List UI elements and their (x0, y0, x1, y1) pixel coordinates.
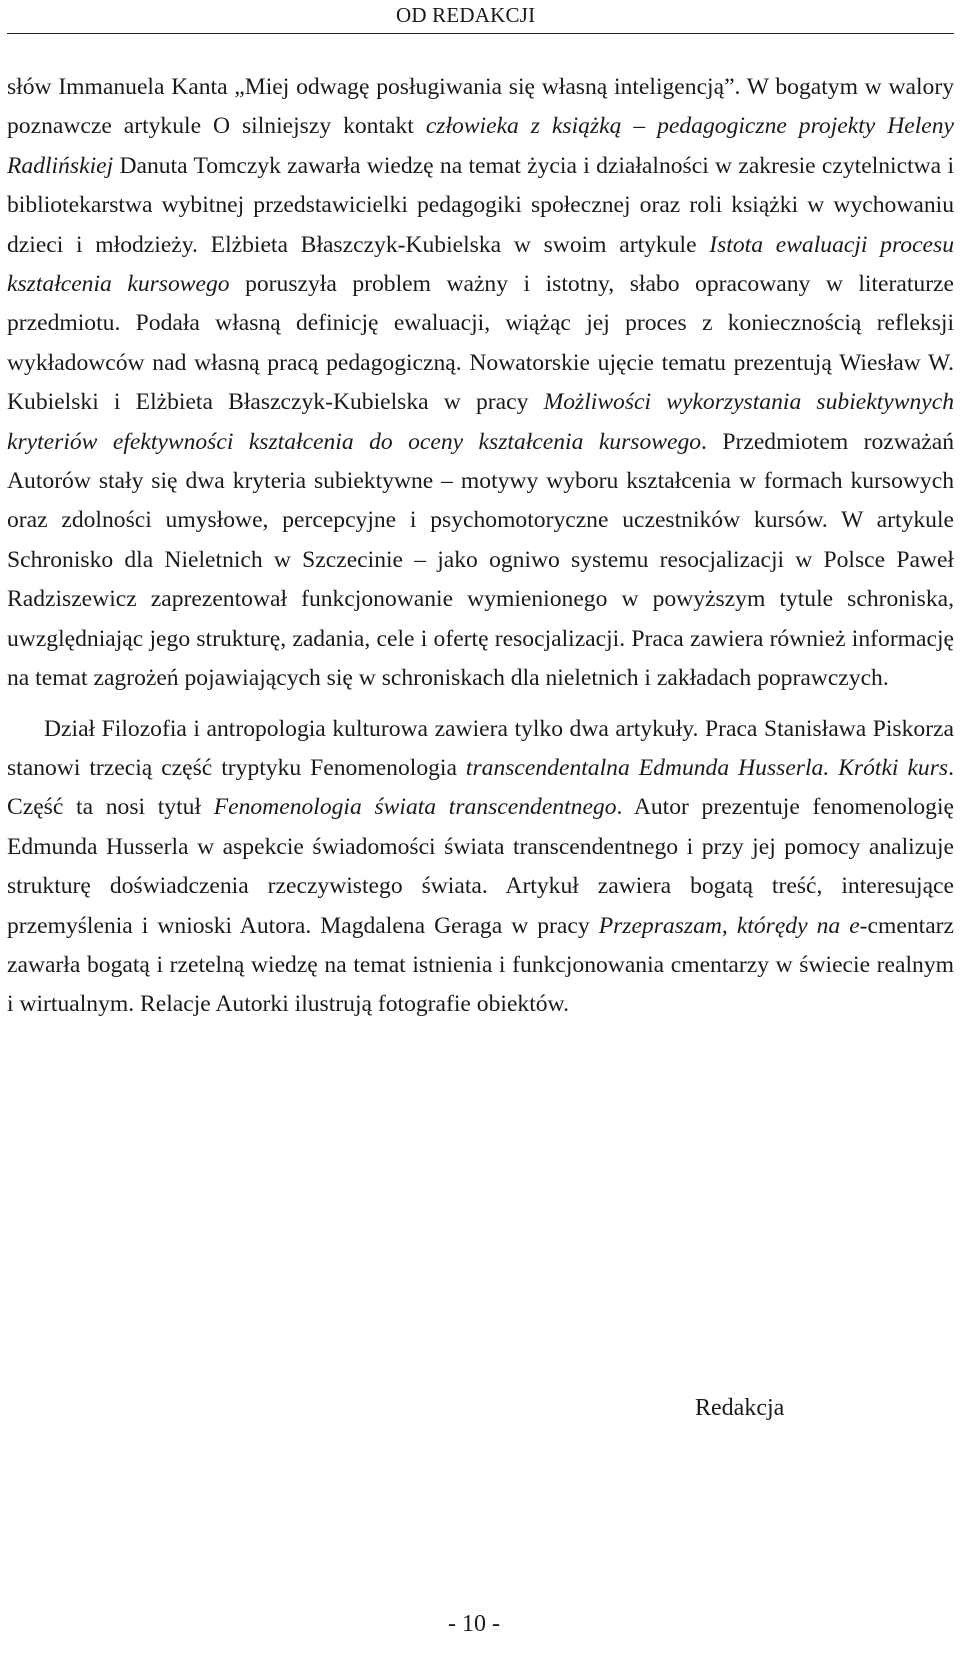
italic-title: Możliwości wykorzystania subiektywnych kryteriów efektywności kształcenia do oceny kształcenia kursowego (7, 389, 954, 455)
paragraph (7, 710, 954, 1025)
italic-title: Przepraszam, którędy na e- (598, 912, 868, 939)
italic-title: Fenomenologia świata transcendentnego (213, 794, 617, 821)
italic-title: Istota ewaluacji procesu kształcenia kursowego (7, 231, 954, 298)
text-run: poruszyła problem ważny i istotny, słabo opracowany w literaturze przedmiotu. Podała własną definicję ewaluacji, wiążąc jej proces z koniecznością refleksji wykładowców nad własną pracą pedagogiczną. Nowatorskie ujęcie tematu prezentują Wiesław W. Kubielski i Elżbieta Błaszczyk-Kubielska w pracy (7, 271, 954, 416)
page-number: - 10 - (448, 1611, 500, 1637)
paragraph (7, 68, 954, 699)
text-run: Dział Filozofia i antropologia kulturowa zawiera tylko dwa artykuły. Praca Stanisława Piskorza stanowi trzecią część tryptyku Fenomenologia (7, 715, 954, 781)
text-run: Danuta Tomczyk zawarła wiedzę na temat życia i działalności w zakresie czytelnictwa i bibliotekarstwa wybitnej przedstawicielki pedagogiki społecznej oraz roli książki w wychowaniu dzieci i młodzieży. Elżbieta Błaszczyk-Kubielska w swoim artykule (7, 152, 954, 258)
italic-title: transcendentalna Edmunda Husserla. Krótki kurs (465, 754, 949, 781)
section-title: OD REDAKCJI (396, 3, 536, 27)
text-run: . Przedmiotem rozważań Autorów stały się dwa kryteria subiektywne – motywy wyboru kształcenia w formach kursowych oraz zdolności umysłowe, percepcyjne i psychomotoryczne uczestników kursów. W artykule Schronisko dla Nieletnich w Szczecinie – jako ogniwo systemu resocjalizacji w Polsce Paweł Radziszewicz zaprezentował funkcjonowanie wymienionego w powyższym tytule schroniska, uwzględniając jego strukturę, zadania, cele i ofertę resocjalizacji. Praca zawiera również informację na temat zagrożeń pojawiających się w schroniskach dla nieletnich i zakładach poprawczych. (7, 428, 954, 692)
italic-title: człowieka z książką – pedagogiczne projekty Heleny Radlińskiej (7, 113, 954, 179)
text-run: słów Immanuela Kanta „Miej odwagę posługiwania się własną inteligencją”. W bogatym w walory poznawcze artykule O silniejszy kontakt (7, 74, 954, 140)
text-run: . Część ta nosi tytuł (7, 754, 955, 821)
text-run: . Autor prezentuje fenomenologię Edmunda Husserla w aspekcie świadomości świata transcendentnego i przy jej pomocy analizuje strukturę doświadczenia rzeczywistego świata. Artykuł zawiera bogatą treść, interesujące przemyślenia i wnioski Autora. Magdalena Geraga w pracy (7, 794, 954, 939)
running-header (0, 0, 960, 35)
text-run: cmentarz zawarła bogatą i rzetelną wiedzę na temat istnienia i funkcjonowania cmentarzy w świecie realnym i wirtualnym. Relacje Autorki ilustrują fotografie obiektów. (7, 912, 954, 1018)
header-divider (7, 33, 954, 34)
article-body (7, 68, 954, 1025)
signature: Redakcja (695, 1395, 785, 1421)
